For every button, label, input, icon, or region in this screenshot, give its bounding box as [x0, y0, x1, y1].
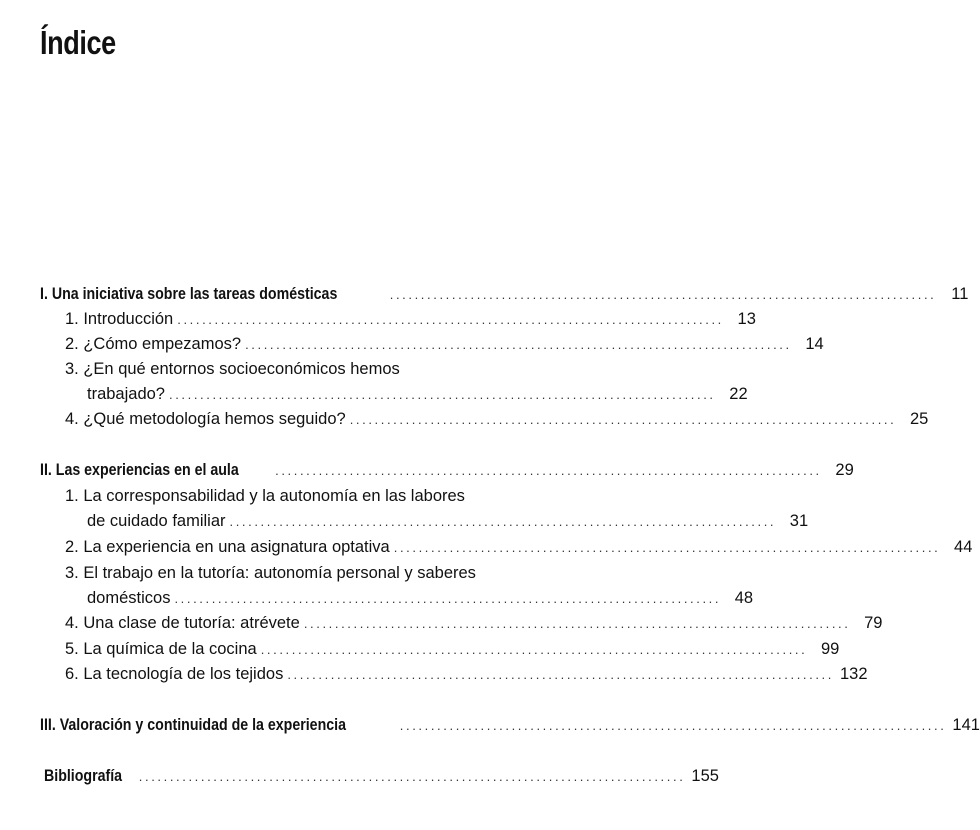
- toc-part-label: Bibliografía: [44, 767, 123, 785]
- toc-page-number: 48: [734, 589, 754, 607]
- toc-entry-bibliography[interactable]: [44, 766, 719, 787]
- toc-page-number: 132: [839, 665, 868, 683]
- toc-item-label-line1: 3. El trabajo en la tutoría: autonomía personal y saberes: [65, 564, 476, 582]
- toc-part-label: II. Las experiencias en el aula: [40, 461, 239, 479]
- toc-page-number: 44: [954, 538, 973, 556]
- toc-entry-1-2[interactable]: [65, 334, 824, 355]
- toc-entry-part-3[interactable]: [40, 715, 980, 736]
- toc-entry-2-1[interactable]: [87, 511, 809, 532]
- dot-leader: ........................................................................................: [303, 616, 851, 631]
- toc-entry-2-6[interactable]: [65, 664, 868, 685]
- toc-entry-2-5[interactable]: [65, 639, 840, 660]
- toc-item-label: 4. Una clase de tutoría: atrévete: [65, 614, 300, 632]
- toc-page-number: 22: [729, 385, 748, 403]
- toc-item-label: domésticos: [87, 589, 171, 607]
- toc-page-number: 99: [820, 640, 840, 658]
- dot-leader: ........................................................................................: [275, 463, 822, 478]
- toc-page-number: 141: [952, 716, 980, 734]
- page-title: Índice: [40, 24, 116, 61]
- toc-entry-1-1[interactable]: [65, 309, 756, 330]
- toc-page-number: 13: [737, 310, 756, 328]
- toc-item-label: 6. La tecnología de los tejidos: [65, 665, 284, 683]
- toc-entry-2-4[interactable]: [65, 613, 883, 634]
- toc-part-label: III. Valoración y continuidad de la experiencia: [40, 716, 346, 734]
- dot-leader: ........................................................................................: [389, 287, 937, 302]
- toc-item-label: de cuidado familiar: [87, 512, 226, 530]
- toc-page-number: 79: [864, 614, 883, 632]
- toc-page-number: 25: [909, 410, 929, 428]
- toc-page-number: 31: [789, 512, 809, 530]
- toc-entry-1-3[interactable]: [87, 384, 748, 405]
- toc-page-number: 155: [691, 767, 719, 785]
- dot-leader: ........................................................................................: [399, 718, 947, 733]
- toc-item-label-line1: 1. La corresponsabilidad y la autonomía en las labores: [65, 487, 465, 505]
- dot-leader: ........................................................................................: [245, 337, 792, 352]
- dot-leader: ........................................................................................: [229, 514, 777, 529]
- toc-entry-part-1[interactable]: [40, 284, 969, 305]
- toc-entry-1-4[interactable]: [65, 409, 929, 430]
- dot-leader: ........................................................................................: [138, 769, 686, 784]
- toc-entry-2-3[interactable]: [87, 588, 754, 609]
- dot-leader: ........................................................................................: [260, 642, 808, 657]
- dot-leader: ........................................................................................: [287, 667, 834, 682]
- toc-part-label: I. Una iniciativa sobre las tareas domésticas: [40, 285, 338, 303]
- toc-item-label: 4. ¿Qué metodología hemos seguido?: [65, 410, 346, 428]
- toc-item-label: 2. La experiencia en una asignatura optativa: [65, 538, 390, 556]
- dot-leader: ........................................................................................: [349, 412, 897, 427]
- toc-page-number: 29: [835, 461, 854, 479]
- toc-entry-part-2[interactable]: [40, 460, 854, 481]
- toc-item-label: 5. La química de la cocina: [65, 640, 257, 658]
- toc-item-label-line1: 3. ¿En qué entornos socioeconómicos hemos: [65, 360, 400, 378]
- toc-item-label: trabajado?: [87, 385, 165, 403]
- toc-page-number: 14: [805, 335, 824, 353]
- dot-leader: ........................................................................................: [177, 312, 724, 327]
- dot-leader: ........................................................................................: [168, 387, 716, 402]
- toc-entry-2-2[interactable]: [65, 537, 973, 558]
- toc-item-label: 2. ¿Cómo empezamos?: [65, 335, 242, 353]
- toc-item-label: 1. Introducción: [65, 310, 174, 328]
- toc-page-number: 11: [951, 285, 969, 303]
- dot-leader: ........................................................................................: [174, 591, 722, 606]
- dot-leader: ........................................................................................: [393, 540, 941, 555]
